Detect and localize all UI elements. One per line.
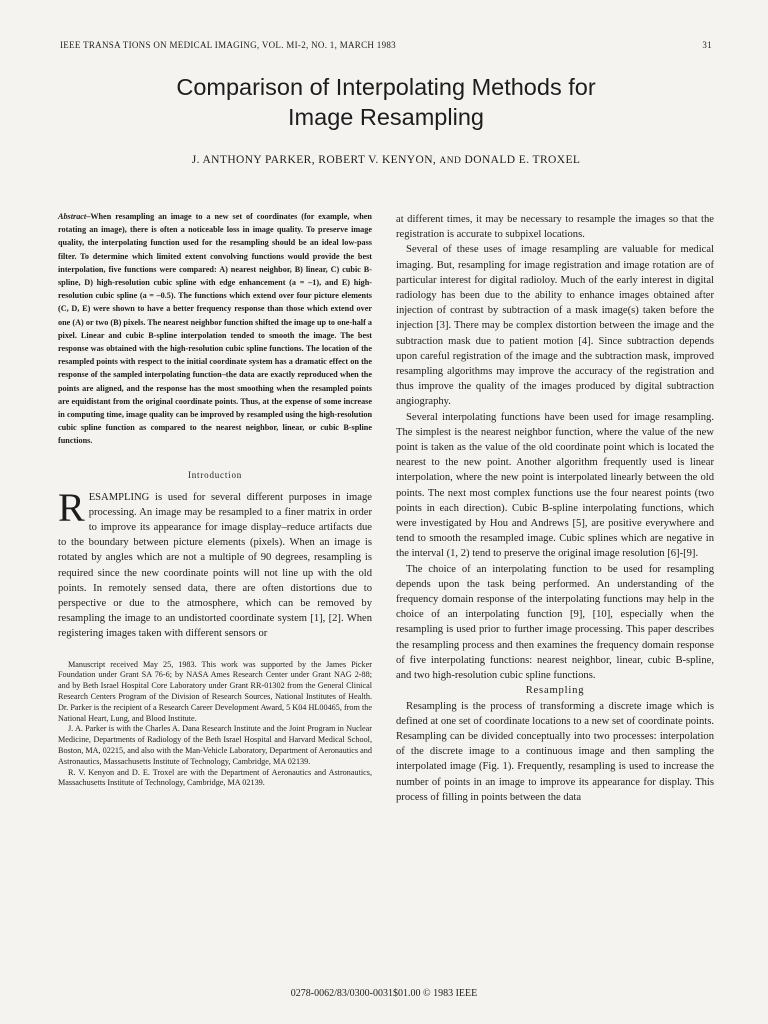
authors-part-b: DONALD E. TROXEL bbox=[464, 154, 581, 166]
introduction-text-block bbox=[58, 484, 372, 642]
copyright-line: 0278-0062/83/0300-0031$01.00 © 1983 IEEE bbox=[290, 988, 478, 999]
authors-part-a: J. ANTHONY PARKER, ROBERT V. KENYON, bbox=[191, 154, 437, 166]
abstract-text: –When resampling an image to a new set of coordinates (for example, when rotating an image), there is often a noticeable loss in image quality. To preserve image quality, the interpolating function used for the resampling should be an ideal low-pass filter. To determine which limited extent convolving functions would provide the best interpolation, five functions were compared: A) nearest neighbor, B) linear, C) cubic B-spline, D) high-resolution cubic spline with edge enhancement (a = –1), and E) high-resolution cubic spline (a = –0.5). The functions which extend over four picture elements (C, D, E) were shown to have a better frequency response than those which extend over one (A) or two (B) pixels. The nearest neighbor function shifted the image up to one-half a pixel. Linear and cubic B-spline interpolation tended to smooth the image. The best response was obtained with the high-resolution cubic spline functions. The location of the resampled points with respect to the initial coordinate system has a dramatic effect on the response of the sampled interpolating function–the data are exactly reproduced when the points are aligned, and the response has the most smoothing when the resampled points are equidistant from the original coordinate points. Thus, at the expense of some increase in computing time, image quality can be improved by resampled using the high-resolution cubic spline function as compared to the nearest neighbor, linear, or cubic B-spline functions. bbox=[58, 212, 372, 446]
paragraph-resampling: Resampling is the process of transforming a discrete image which is defined at one set of coordinate locations to a new set of coordinate points. Resampling can be divided conceptually into two processes: interpolation of the discrete image to a continuous image and then sampling the interpolated image (Fig. 1). Frequently, resampling is used to increase the number of points in an image to improve its appearance for display. This process of filling in points between the data bbox=[396, 700, 714, 803]
paper-title bbox=[60, 72, 712, 132]
page-number: 31 bbox=[702, 40, 712, 50]
footnote-kenyon-troxel: R. V. Kenyon and D. E. Troxel are with the Department of Aeronautics and Astronautics, Massachusetts Institute of Technology, Cambridge, MA 02139. bbox=[58, 767, 372, 788]
footnote-parker: J. A. Parker is with the Charles A. Dana Research Institute and the Joint Program in Nuclear Medicine, Departments of Radiology of the Beth Israel Hospital and Harvard Medical School, Boston, MA, 02215, and also with the Man-Vehicle Laboratory, Department of Aeronautics and Astronautics, Massachusetts Institute of Technology, Cambridge, MA 02139. bbox=[58, 724, 372, 766]
introduction-text: ESAMPLING is used for several different purposes in image processing. An image may be resampled to a finer matrix in order to improve its appearance for image display–reduce artifacts due to the boundary between picture elements (pixels). When an image is rotated by angles which are not a multiple of 90 degrees, resampling is required since the new coordinate points will not line up with the old points. In remotely sensed data, there are often distortions due to perspective or due to the atmosphere, which can be removed by resampling the image to an undistorted coordinate system [1], [2]. When registering images taken with different sensors or bbox=[58, 491, 372, 640]
introduction-heading: Introduction bbox=[187, 469, 243, 480]
title-line-1: Comparison of Interpolating Methods for bbox=[176, 74, 596, 100]
abstract-label: Abstract bbox=[58, 212, 87, 221]
resampling-heading: Resampling bbox=[525, 685, 585, 697]
paragraph-choice-of-function: The choice of an interpolating function to be used for resampling depends upon the task being performed. An understanding of the frequency domain response of the interpolating functions may help in the choice of an interpolating function [9], [10], especially when the resampling is used prior to further image processing. This paper describes the resampling process and then examines the frequency domain response of five interpolating functions: nearest neighbor, linear, cubic B-spline, and two high-resolution cubic spline functions. bbox=[396, 563, 714, 682]
drop-cap: R bbox=[58, 484, 85, 530]
running-head bbox=[60, 40, 712, 50]
left-column bbox=[58, 210, 372, 789]
paragraph-continuation: at different times, it may be necessary to resample the images so that the registration is accurate to subpixel locations. bbox=[396, 214, 714, 241]
right-column bbox=[396, 212, 714, 805]
journal-name: IEEE TRANSA TIONS ON MEDICAL IMAGING, VOL. MI-2, NO. 1, MARCH 1983 bbox=[60, 40, 396, 50]
paragraph-medical-imaging: Several of these uses of image resampling are valuable for medical imaging. But, resampling for image registration and image rotation are of particular interest for digital radioloy. Much of the early interest in digital radiology has been due to the ability to enhance images obtained after injection of contrast by subtraction of a mask image(s) taken before the injection [3]. There may be complex distortion between the image and the subtraction mask due to patient motion [4]. Since subtraction depends upon careful registration of the image and the subtraction mask, improved resampling algorithms may improve the accuracy of the registration and thus improve the quality of the images produced by digital subtraction angiography. bbox=[396, 244, 714, 408]
authors-conjunction: AND bbox=[439, 156, 462, 166]
footnotes bbox=[58, 660, 372, 790]
title-line-2: Image Resampling bbox=[288, 104, 484, 130]
footnote-manuscript: Manuscript received May 25, 1983. This work was supported by the James Picker Foundation under Grant SA 76-6; by NASA Ames Research Center under Grant NAG 2-88; and by Beth Israel Hospital Core Laboratory under Grant RR-01302 from the General Clinical Research Centers Program of the Division of Research Sources, National Institutes of Health. Dr. Parker is the recipient of a Research Career Development Award, 5 K04 HL00465, from the National Heart, Lung, and Blood Institute. bbox=[58, 659, 372, 723]
authors bbox=[60, 154, 712, 166]
abstract bbox=[58, 210, 372, 448]
paragraph-interpolating-functions: Several interpolating functions have been used for image resampling. The simplest is the nearest neighbor function, where the value of the new point is taken as the value of the old coordinate point which is located the nearest to the new point. Another algorithm frequently used is linear interpolation, where the new point is interpolated linearly between the old points. The next most complex functions use the four nearest points (two points in each direction). Cubic B-spline interpolating functions, which were investigated by Hou and Andrews [5], are positive everywhere and tend to smooth the resampled image. Cubic splines which are negative in the interval (1, 2) tend to preserve the original image resolution [6]-[9]. bbox=[396, 411, 714, 560]
